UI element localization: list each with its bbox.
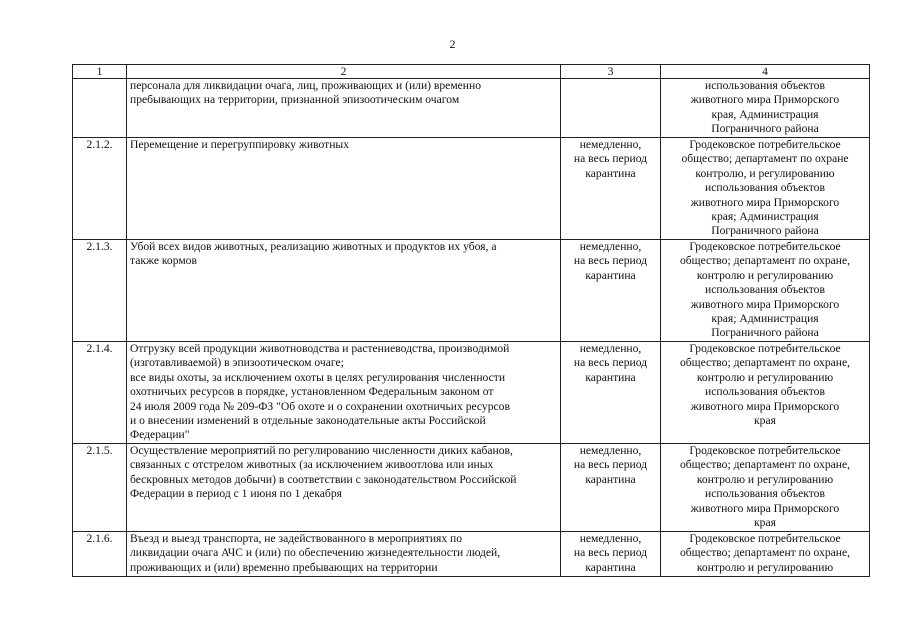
measure-text: Отгрузку всей продукции животноводства и растениеводства, производимой (изготавливаемой) в эпизоотическом очаге; все виды охоты, за исключением охоты в целях регулирования численности охотничьих ресурсов в порядке, установленном Федеральным законом от 24 июля 2009 года № 209-ФЗ "Об охоте и о сохранении охотничьих ресурсов и о внесении изменений в отдельные законодательные акты Российской Федерации" [127, 342, 561, 444]
table-row [73, 138, 870, 240]
row-number: 2.1.4. [73, 342, 127, 444]
row-number [73, 79, 127, 138]
row-number: 2.1.3. [73, 240, 127, 342]
measure-text: Осуществление мероприятий по регулированию численности диких кабанов, связанных с отстрелом животных (за исключением живоотлова или иных бескровных методов добычи) в соответствии с законодательством Российской Федерации в период с 1 июня по 1 декабря [127, 444, 561, 532]
responsible: Гродековское потребительское общество; департамент по охране, контролю и регулированию использования объектов животного мира Приморского края [661, 342, 870, 444]
table-row [73, 444, 870, 532]
header-col-4: 4 [661, 65, 870, 79]
row-number: 2.1.6. [73, 532, 127, 577]
responsible: Гродековское потребительское общество; департамент по охране, контролю и регулированию использования объектов животного мира Приморского края; Администрация Пограничного района [661, 240, 870, 342]
responsible: Гродековское потребительское общество; департамент по охране, контролю и регулированию [661, 532, 870, 577]
responsible: использования объектов животного мира Приморского края, Администрация Пограничного района [661, 79, 870, 138]
header-col-1: 1 [73, 65, 127, 79]
table-row [73, 342, 870, 444]
responsible: Гродековское потребительское общество; департамент по охране контролю, и регулированию использования объектов животного мира Приморского края; Администрация Пограничного района [661, 138, 870, 240]
row-number: 2.1.2. [73, 138, 127, 240]
measure-text: персонала для ликвидации очага, лиц, проживающих и (или) временно пребывающих на территории, признанной эпизоотическим очагом [127, 79, 561, 138]
measure-text: Перемещение и перегруппировку животных [127, 138, 561, 240]
deadline: немедленно, на весь период карантина [561, 342, 661, 444]
row-number: 2.1.5. [73, 444, 127, 532]
deadline: немедленно, на весь период карантина [561, 444, 661, 532]
table-header-row [73, 65, 870, 79]
header-col-3: 3 [561, 65, 661, 79]
measure-text: Въезд и выезд транспорта, не задействованного в мероприятиях по ликвидации очага АЧС и (или) по обеспечению жизнедеятельности людей, проживающих и (или) временно пребывающих на территории [127, 532, 561, 577]
deadline: немедленно, на весь период карантина [561, 532, 661, 577]
measures-table [72, 64, 870, 577]
responsible: Гродековское потребительское общество; департамент по охране, контролю и регулированию использования объектов животного мира Приморского края [661, 444, 870, 532]
deadline: немедленно, на весь период карантина [561, 138, 661, 240]
table-row [73, 240, 870, 342]
page-number: 2 [449, 37, 456, 51]
table-row [73, 79, 870, 138]
deadline: немедленно, на весь период карантина [561, 240, 661, 342]
header-col-2: 2 [127, 65, 561, 79]
deadline [561, 79, 661, 138]
measure-text: Убой всех видов животных, реализацию животных и продуктов их убоя, а также кормов [127, 240, 561, 342]
table-row [73, 532, 870, 577]
